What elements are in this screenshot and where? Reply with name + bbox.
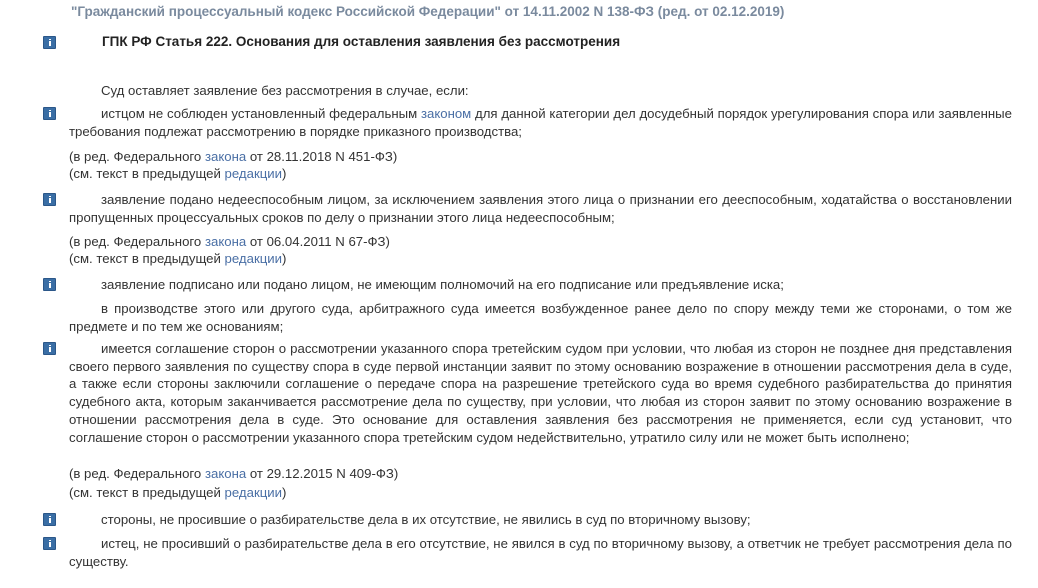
law-link[interactable]: закона: [204, 466, 247, 481]
info-icon[interactable]: [43, 278, 56, 291]
law-link[interactable]: законом: [420, 106, 472, 121]
intro-text: Суд оставляет заявление без рассмотрения в случае, если:: [101, 83, 469, 98]
paragraph-text: для данной категории дел досудебный порядок урегулирования спора или заявленные требования подлежат рассмотрению в порядке приказного производства;: [69, 106, 1012, 139]
edition-note: (в ред. Федерального закона от 06.04.2011 N 67-ФЗ): [69, 234, 390, 249]
article-title: ГПК РФ Статья 222. Основания для оставления заявления без рассмотрения: [102, 34, 621, 49]
document-title: "Гражданский процессуальный кодекс Российской Федерации" от 14.11.2002 N 138-ФЗ (ред. от 02.12.2019): [71, 4, 785, 19]
info-icon[interactable]: [43, 513, 56, 526]
edition-note: (в ред. Федерального закона от 29.12.2015 N 409-ФЗ): [69, 466, 399, 481]
edition-link[interactable]: редакции: [224, 251, 283, 266]
edition-note: (в ред. Федерального закона от 28.11.2018 N 451-ФЗ): [69, 149, 398, 164]
paragraph-6: стороны, не просившие о разбирательстве дела в их отсутствие, не явились в суд по вторичному вызову;: [101, 512, 751, 527]
info-icon[interactable]: [43, 193, 56, 206]
law-link[interactable]: закона: [204, 149, 247, 164]
previous-edition-note: (см. текст в предыдущей редакции): [69, 485, 287, 500]
previous-edition-note: (см. текст в предыдущей редакции): [69, 166, 287, 181]
paragraph-7: истец, не просивший о разбирательстве дела в его отсутствие, не явился в суд по вторичному вызову, а ответчик не требует рассмотрения дела по существу.: [69, 536, 1012, 569]
previous-edition-note: (см. текст в предыдущей редакции): [69, 251, 287, 266]
info-icon[interactable]: [43, 342, 56, 355]
paragraph-5: имеется соглашение сторон о рассмотрении указанного спора третейским судом при условии, что любая из сторон не позднее дня представления своего первого заявления по существу спора в суде первой инстанции заявит по этому основанию возражение в отношении рассмотрения дела в суде, а также если стороны заключили соглашение о передаче спора на разрешение третейского суда во время судебного разбирательства до принятия судебного акта, которым заканчивается рассмотрение дела по существу, при условии, что любая из сторон заявит по этому основанию возражение в отношении рассмотрения дела в суде. Это основание для оставления заявления без рассмотрения не применяется, если суд установит, что соглашение сторон о рассмотрении указанного спора третейским судом недействительно, утратило силу или не может быть исполнено;: [69, 341, 1012, 445]
paragraph-3: заявление подписано или подано лицом, не имеющим полномочий на его подписание или предъявление иска;: [101, 277, 784, 292]
paragraph-text: истцом не соблюден установленный федеральным: [101, 106, 421, 121]
info-icon[interactable]: [43, 36, 56, 49]
edition-link[interactable]: редакции: [224, 166, 283, 181]
paragraph-2: заявление подано недееспособным лицом, за исключением заявления этого лица о признании его дееспособным, ходатайства о восстановлении пропущенных процессуальных сроков по делу о признании этого лица недееспособным;: [69, 192, 1012, 225]
info-icon[interactable]: [43, 537, 56, 550]
info-icon[interactable]: [43, 107, 56, 120]
paragraph-1: [69, 105, 1012, 140]
edition-link[interactable]: редакции: [224, 485, 283, 500]
law-link[interactable]: закона: [204, 234, 247, 249]
paragraph-4: в производстве этого или другого суда, арбитражного суда имеется возбужденное ранее дело по спору между теми же сторонами, о том же предмете и по тем же основаниям;: [69, 301, 1012, 334]
